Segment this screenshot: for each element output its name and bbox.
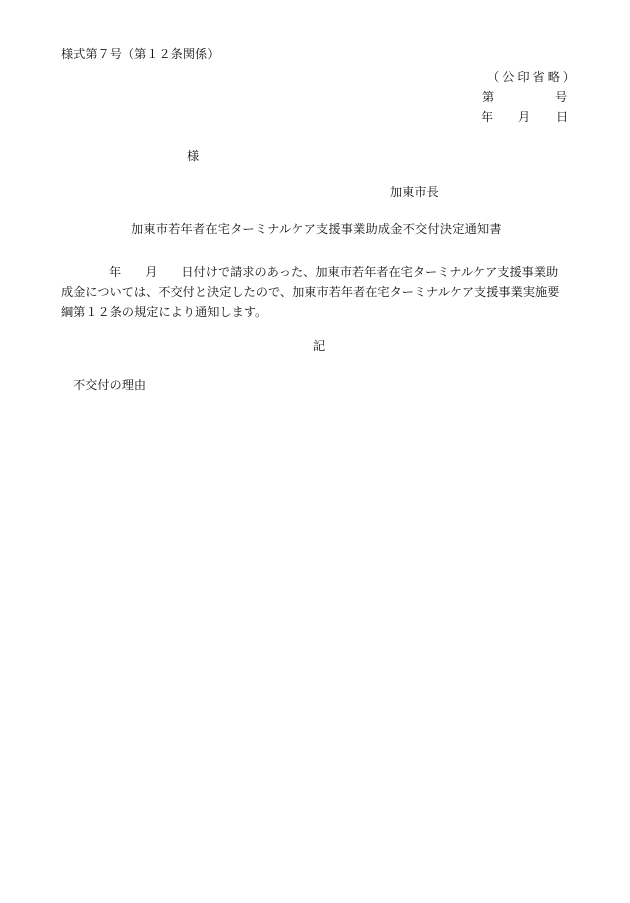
- document-number-suffix: 号: [555, 90, 568, 104]
- body-paragraph: [61, 262, 585, 322]
- body-line-2: 成金については、不交付と決定したので、加東市若年者在宅ターミナルケア支援事業実施要: [61, 285, 560, 299]
- date-month-label: 月: [518, 110, 531, 124]
- ki-heading: 記: [313, 339, 326, 353]
- form-number: 様式第７号（第１２条関係）: [61, 47, 220, 61]
- body-line-3: 綱第１２条の規定により通知します。: [61, 305, 268, 319]
- reason-label: 不交付の理由: [73, 378, 147, 392]
- issuer-name: 加東市長: [390, 185, 439, 199]
- date-day-label: 日: [556, 110, 569, 124]
- stamp-omitted-note: （公印省略）: [487, 70, 579, 84]
- body-year-label: 年: [109, 265, 122, 279]
- document-number-prefix: 第: [482, 90, 495, 104]
- addressee-honorific: 様: [187, 149, 200, 163]
- date-year-label: 年: [481, 110, 494, 124]
- body-line-1-text: 日付けで請求のあった、加東市若年者在宅ターミナルケア支援事業助: [181, 265, 559, 279]
- body-line-1: [61, 262, 585, 282]
- body-month-label: 月: [145, 265, 158, 279]
- document-title: 加東市若年者在宅ターミナルケア支援事業助成金不交付決定通知書: [131, 222, 502, 236]
